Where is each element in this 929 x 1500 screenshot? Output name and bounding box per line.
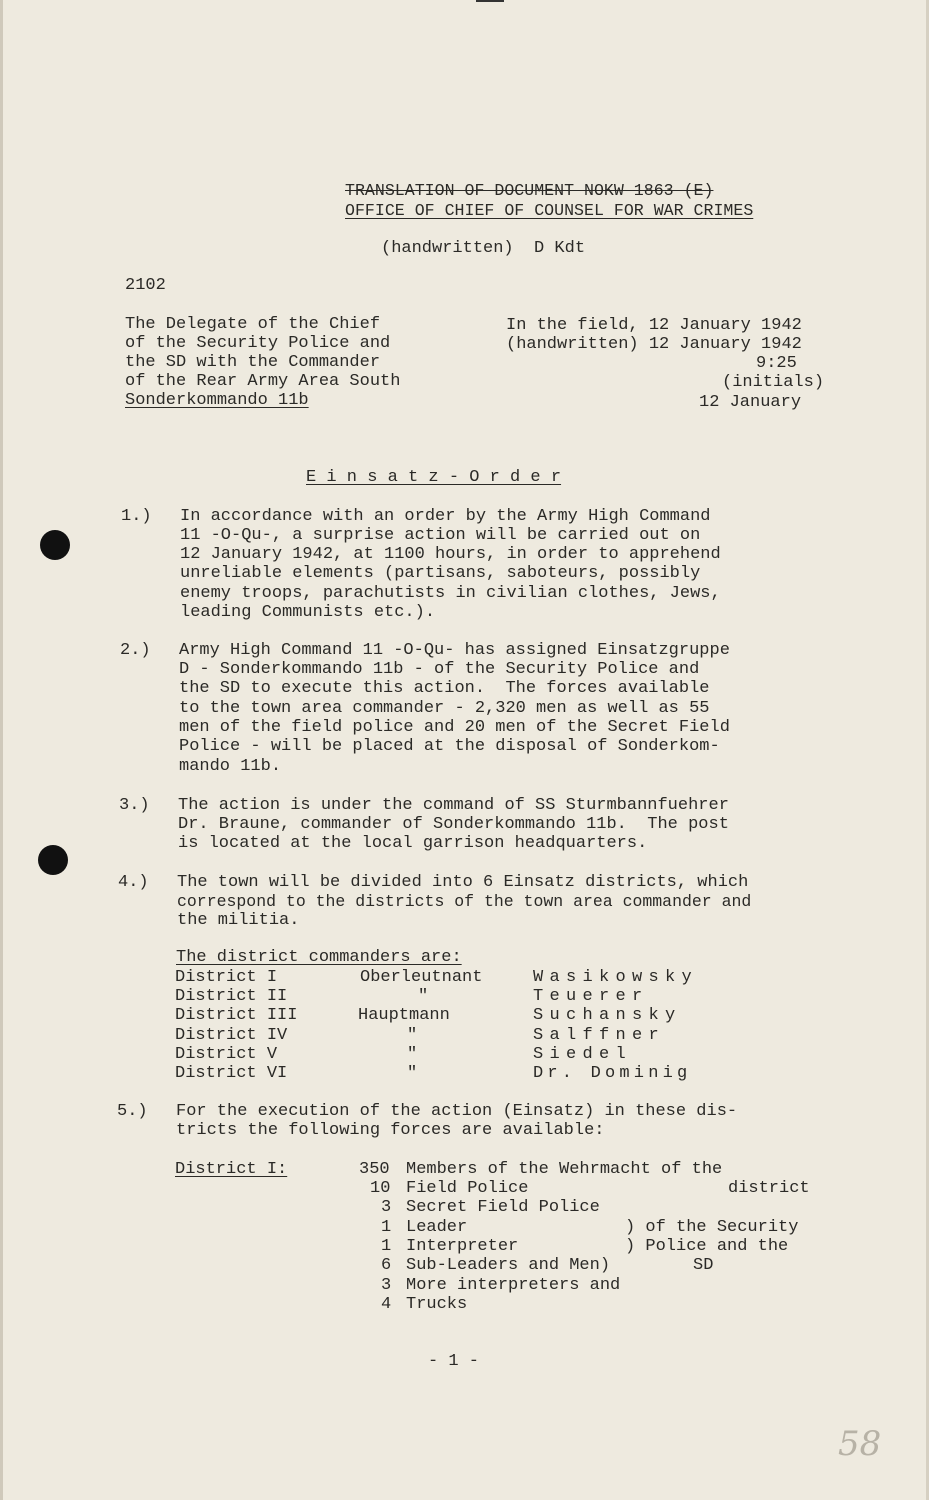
force-quantity: 1 [381,1237,392,1256]
commander-district: District V [175,1045,278,1064]
paragraph-line: Army High Command 11 -O-Qu- has assigned Einsatzgruppe [179,641,730,660]
force-brace-note: ) Police and the [625,1237,789,1256]
force-note-district: district [728,1179,810,1198]
force-quantity: 3 [381,1276,392,1295]
handwritten-page-number: 58 [838,1424,882,1464]
force-quantity: 1 [381,1218,392,1237]
page-edge-left [0,0,3,1500]
force-quantity: 3 [381,1198,392,1217]
force-item: Leader [406,1218,468,1237]
force-quantity: 6 [381,1256,392,1275]
paragraph-line: unreliable elements (partisans, saboteurs, possibly [180,564,701,583]
commander-name: Dr. Dominig [533,1064,692,1083]
paragraph-line: the SD to execute this action. The forces available [179,679,710,698]
force-brace-note: ) of the Security [625,1218,799,1237]
commander-rank: " [407,1064,418,1083]
commander-rank: " [418,987,429,1006]
punch-hole-top [40,530,70,560]
force-item: Interpreter [406,1237,519,1256]
page-number: - 1 - [428,1352,480,1371]
paragraph-line: leading Communists etc.). [180,603,436,622]
force-item: Field Police [406,1179,529,1198]
sender-line: of the Rear Army Area South [125,372,401,391]
paragraph-number: 4.) [118,873,149,892]
paragraph-line: In accordance with an order by the Army High Command [180,507,711,526]
place-date-line: (handwritten) 12 January 1942 [506,335,802,354]
force-item: Trucks [406,1295,468,1314]
force-item: Secret Field Police [406,1198,600,1217]
commander-rank: " [407,1026,418,1045]
paragraph-line: to the town area commander - 2,320 men as well as 55 [179,699,710,718]
paragraph-number: 5.) [117,1102,148,1121]
header-handwritten-note: (handwritten) D Kdt [381,239,586,258]
paragraph-line: mando 11b. [179,757,282,776]
paragraph-number: 3.) [119,796,150,815]
sender-line: the SD with the Commander [125,353,381,372]
commander-district: District III [175,1006,298,1025]
commander-name: Siedel [533,1045,633,1064]
top-mark [476,0,504,2]
paragraph-line: men of the field police and 20 men of the Secret Field [179,718,730,737]
place-date-line: 9:25 [756,354,797,373]
force-quantity: 10 [370,1179,391,1198]
force-item: Sub-Leaders and Men) [406,1256,611,1275]
place-date-line: In the field, 12 January 1942 [506,316,802,335]
paragraph-line: The town will be divided into 6 Einsatz districts, which [177,873,749,892]
place-date-line: 12 January [699,393,802,412]
paragraph-line: correspond to the districts of the town area commander and [177,892,752,911]
force-item: More interpreters and [406,1276,621,1295]
paragraph-line: Police - will be placed at the disposal of Sonderkom- [179,737,720,756]
paragraph-line: is located at the local garrison headquarters. [178,834,648,853]
paragraph-line: For the execution of the action (Einsatz) in these dis- [176,1102,738,1121]
sender-line: The Delegate of the Chief [125,315,381,334]
place-date-line: (initials) [722,373,825,392]
commander-rank: Oberleutnant [360,968,483,987]
paragraph-line: Dr. Braune, commander of Sonderkommando 11b. The post [178,815,729,834]
document-number: 2102 [125,276,166,295]
commander-district: District II [175,987,288,1006]
commander-district: District I [175,968,278,987]
force-brace-note: SD [693,1256,714,1275]
punch-hole-bottom [38,845,68,875]
header-line-2: OFFICE OF CHIEF OF COUNSEL FOR WAR CRIMES [345,201,754,220]
commander-name: Wasikowsky [533,968,699,987]
commander-name: Suchansky [533,1006,682,1025]
commander-name: Teuerer [533,987,649,1006]
commander-name: Salffner [533,1026,666,1045]
paragraph-line: tricts the following forces are available: [176,1121,605,1140]
document-title: E i n s a t z - O r d e r [306,468,562,487]
force-quantity: 4 [381,1295,392,1314]
sender-line: Sonderkommando 11b [125,391,309,410]
district-one-label: District I: [175,1160,288,1179]
paragraph-line: D - Sonderkommando 11b - of the Security Police and [179,660,700,679]
force-quantity: 350 [359,1160,390,1179]
paragraph-number: 1.) [121,507,152,526]
paragraph-number: 2.) [120,641,151,660]
commander-district: District VI [175,1064,288,1083]
force-item: Members of the Wehrmacht of the [406,1160,723,1179]
sender-line: of the Security Police and [125,334,391,353]
header-line-1: TRANSLATION OF DOCUMENT NOKW 1863 (E) [345,181,714,200]
commander-district: District IV [175,1026,288,1045]
commander-rank: Hauptmann [358,1006,450,1025]
commanders-heading: The district commanders are: [176,948,462,967]
paragraph-line: 11 -O-Qu-, a surprise action will be carried out on [180,526,701,545]
paragraph-line: the militia. [177,911,300,930]
paragraph-line: 12 January 1942, at 1100 hours, in order to apprehend [180,545,721,564]
commander-rank: " [407,1045,418,1064]
paragraph-line: The action is under the command of SS Sturmbannfuehrer [178,796,729,815]
paragraph-line: enemy troops, parachutists in civilian clothes, Jews, [180,584,721,603]
